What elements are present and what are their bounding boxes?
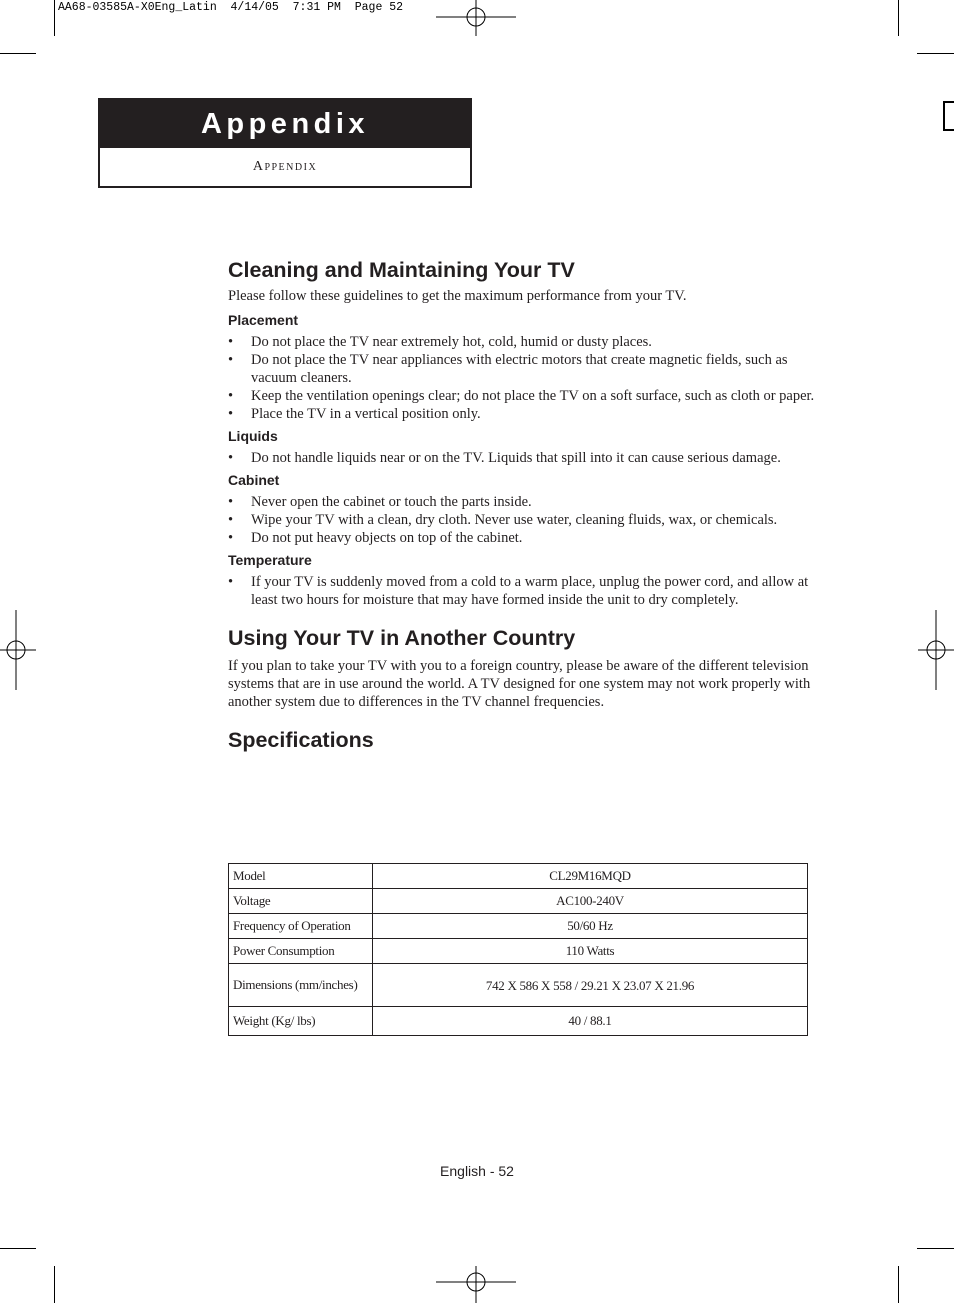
specifications-table <box>228 863 808 1036</box>
spec-value: 110 Watts <box>373 939 808 964</box>
table-row <box>229 939 808 964</box>
list-item: • Do not place the TV near extremely hot, cold, humid or dusty places. <box>228 333 818 351</box>
spec-label: Frequency of Operation <box>229 914 373 939</box>
crop-mark <box>898 0 899 36</box>
cabinet-heading: Cabinet <box>228 472 280 488</box>
spec-value: 742 X 586 X 558 / 29.21 X 23.07 X 21.96 <box>373 964 808 1007</box>
cleaning-intro: Please follow these guidelines to get the maximum performance from your TV. <box>228 288 687 304</box>
liquids-list <box>228 449 818 467</box>
chapter-subtitle: Appendix <box>252 159 318 174</box>
table-row <box>229 889 808 914</box>
crop-mark <box>898 1266 899 1303</box>
table-row <box>229 914 808 939</box>
cabinet-list <box>228 493 818 547</box>
liquids-heading: Liquids <box>228 428 278 444</box>
temperature-list <box>228 573 818 609</box>
spec-value: AC100-240V <box>373 889 808 914</box>
chapter-title: Appendix <box>100 100 470 148</box>
crop-mark <box>0 53 36 54</box>
spec-value: 40 / 88.1 <box>373 1007 808 1036</box>
country-heading: Using Your TV in Another Country <box>228 626 576 650</box>
spec-label: Dimensions (mm/inches) <box>229 964 373 1007</box>
temperature-heading: Temperature <box>228 552 312 568</box>
list-item: • Place the TV in a vertical position only. <box>228 405 818 423</box>
spec-value: 50/60 Hz <box>373 914 808 939</box>
placement-list <box>228 333 818 423</box>
registration-mark-icon <box>436 0 516 36</box>
registration-mark-icon <box>918 610 954 690</box>
list-item: • Do not handle liquids near or on the TV. Liquids that spill into it can cause serious damage. <box>228 449 818 467</box>
spec-label: Power Consumption <box>229 939 373 964</box>
list-item: • Do not place the TV near appliances with electric motors that create magnetic fields, such as vacuum cleaners. <box>228 351 818 387</box>
table-row <box>229 1007 808 1036</box>
spec-label: Voltage <box>229 889 373 914</box>
chapter-heading-box <box>98 98 472 188</box>
list-item: • Do not put heavy objects on top of the cabinet. <box>228 529 818 547</box>
crop-mark <box>0 1248 36 1249</box>
main-content <box>228 255 818 755</box>
crop-mark <box>54 0 55 36</box>
chapter-tab-marker <box>943 101 954 131</box>
placement-heading: Placement <box>228 312 299 328</box>
print-job-header: AA68-03585A-X0Eng_Latin 4/14/05 7:31 PM Page 52 <box>58 1 404 14</box>
spec-label: Weight (Kg/ lbs) <box>229 1007 373 1036</box>
crop-mark <box>54 1266 55 1303</box>
spec-value: CL29M16MQD <box>373 864 808 889</box>
list-item: • Wipe your TV with a clean, dry cloth. Never use water, cleaning fluids, wax, or chemicals. <box>228 511 818 529</box>
page-footer <box>0 1163 954 1179</box>
list-item: • Keep the ventilation openings clear; do not place the TV on a soft surface, such as cloth or paper. <box>228 387 818 405</box>
registration-mark-icon <box>436 1266 516 1303</box>
table-row <box>229 864 808 889</box>
page-number: English - 52 <box>440 1163 514 1179</box>
spec-label: Model <box>229 864 373 889</box>
crop-mark <box>917 53 954 54</box>
list-item: • If your TV is suddenly moved from a cold to a warm place, unplug the power cord, and allow at least two hours for moisture that may have formed inside the unit to dry completely. <box>228 573 818 609</box>
cleaning-heading: Cleaning and Maintaining Your TV <box>228 258 575 282</box>
crop-mark <box>917 1248 954 1249</box>
table-row <box>229 964 808 1007</box>
registration-mark-icon <box>0 610 36 690</box>
specs-heading: Specifications <box>228 728 374 752</box>
country-body: If you plan to take your TV with you to a foreign country, please be aware of the different television systems that are in use around the world. A TV designed for one system may not work properly with another system due to differences in the TV channel frequencies. <box>228 658 811 710</box>
list-item: • Never open the cabinet or touch the parts inside. <box>228 493 818 511</box>
